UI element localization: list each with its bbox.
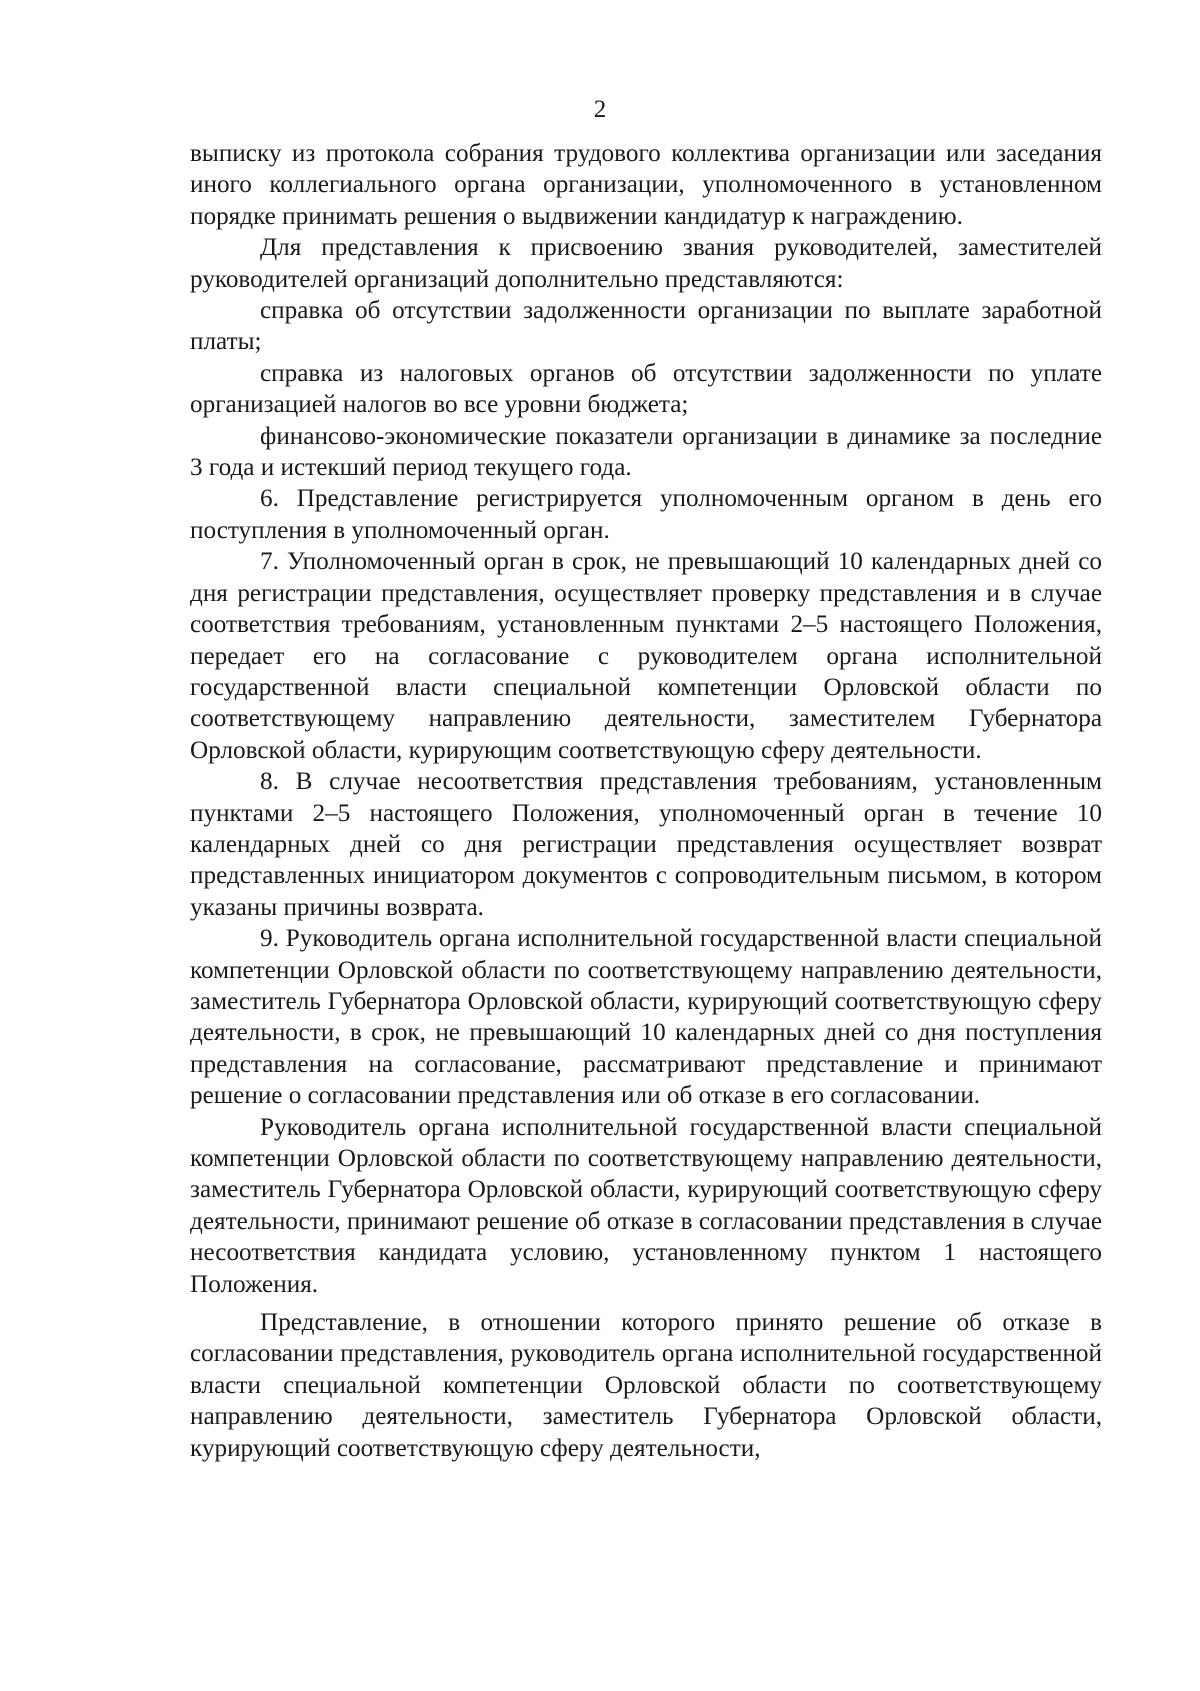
paragraph-clause-7: 7. Уполномоченный орган в срок, не превышающий 10 календарных дней со дня регистрации представления, осуществляет проверку представления и в случае соответствия требованиям, установленным пунктами 2–5 настоящего Положения, передает его на согласование с руководителем органа исполнительной государственной власти специальной компетенции Орловской области по соответствующему направлению деятельности, заместителем Губернатора Орловской области, курирующим соответствующую сферу деятельности.	[190, 548, 1102, 764]
paragraph-additional-documents-intro: Для представления к присвоению звания руководителей, заместителей руководителей организаций дополнительно представляются:	[190, 234, 1102, 293]
paragraph-salary-debt-certificate: справка об отсутствии задолженности организации по выплате заработной платы;	[190, 297, 1102, 356]
paragraph-clause-8: 8. В случае несоответствия представления требованиям, установленным пунктами 2–5 настоящего Положения, уполномоченный орган в течение 10 календарных дней со дня регистрации представления осуществляет возврат представленных инициатором документов с сопроводительным письмом, в котором указаны причины возврата.	[190, 768, 1102, 921]
paragraph-clause-9: 9. Руководитель органа исполнительной государственной власти специальной компетенции Орловской области по соответствующему направлению деятельности, заместитель Губернатора Орловской области, курирующий соответствующую сферу деятельности, в срок, не превышающий 10 календарных дней со дня поступления представления на согласование, рассматривают представление и принимают решение о согласовании представления или об отказе в его согласовании.	[190, 925, 1102, 1110]
paragraph-refusal-decision: Руководитель органа исполнительной государственной власти специальной компетенции Орловской области по соответствующему направлению деятельности, заместитель Губернатора Орловской области, курирующий соответствующую сферу деятельности, принимают решение об отказе в согласовании представления в случае несоответствия кандидата условию, установленному пунктом 1 настоящего Положения.	[190, 1113, 1102, 1298]
paragraph-clause-6: 6. Представление регистрируется уполномоченным органом в день его поступления в уполномоченный орган.	[190, 485, 1102, 544]
page-number: 2	[593, 96, 607, 123]
paragraph-tax-debt-certificate: справка из налоговых органов об отсутствии задолженности по уплате организацией налогов во все уровни бюджета;	[190, 359, 1102, 419]
paragraph-refused-submission: Представление, в отношении которого принято решение об отказе в согласовании представления, руководитель органа исполнительной государственной власти специальной компетенции Орловской области по соответствующему направлению деятельности, заместитель Губернатора Орловской области, курирующий соответствующую сферу деятельности,	[190, 1309, 1102, 1462]
paragraph-extract-protocol: выписку из протокола собрания трудового коллектива организации или заседания иного коллегиального органа организации, уполномоченного в установленном порядке принимать решения о выдвижении кандидатур к награждению.	[190, 140, 1102, 230]
paragraph-financial-indicators: финансово-экономические показатели организации в динамике за последние 3 года и истекший период текущего года.	[190, 422, 1102, 482]
document-body	[190, 138, 1102, 1464]
